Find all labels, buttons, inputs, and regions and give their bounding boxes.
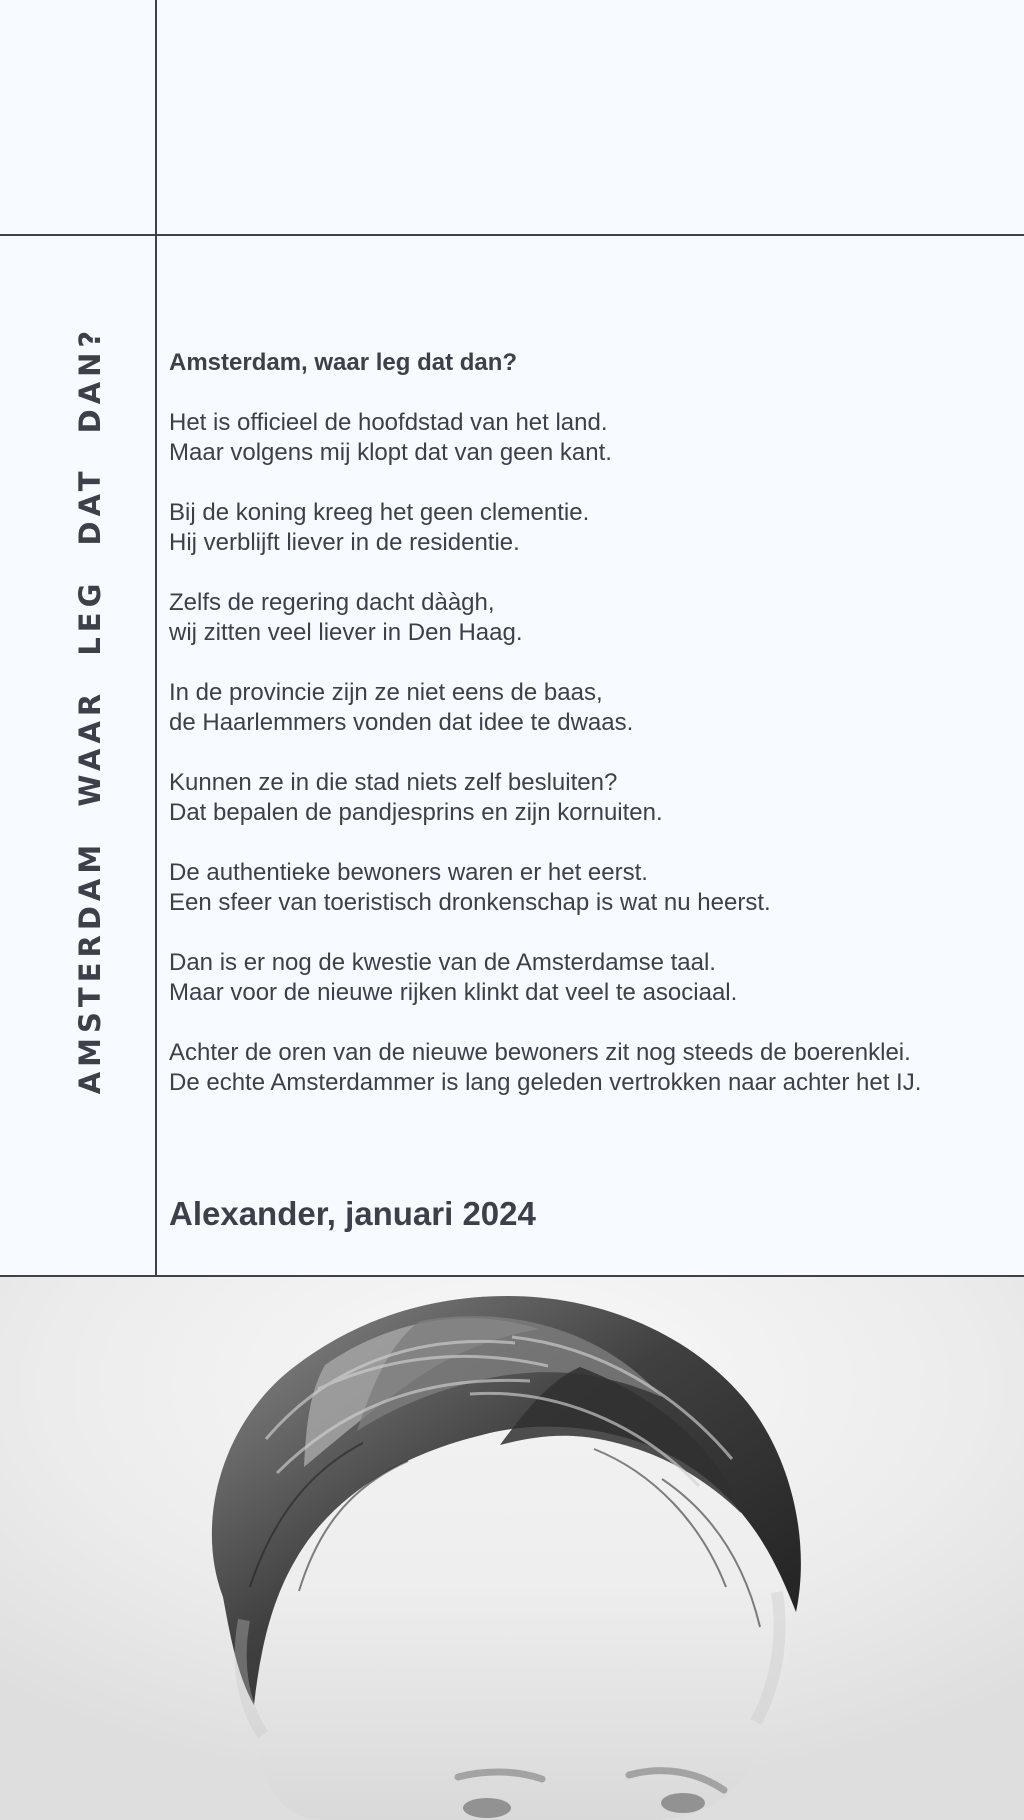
stanza [169,678,1004,738]
stanza [169,408,1004,468]
poem-line: wij zitten veel liever in Den Haag. [169,619,523,646]
poem-line: In de provincie zijn ze niet eens de baas, [169,679,603,706]
poem-line: Maar voor de nieuwe rijken klinkt dat veel te asociaal. [169,979,738,1006]
stanza [169,948,1004,1008]
stanza [169,1038,1004,1098]
poem-line: De echte Amsterdammer is lang geleden vertrokken naar achter het IJ. [169,1069,922,1096]
stanza [169,858,1004,918]
poem-line: Zelfs de regering dacht dààgh, [169,589,495,616]
poem-line: Kunnen ze in die stad niets zelf besluiten? [169,769,618,796]
main-column-divider [155,236,157,1277]
poem-line: Maar volgens mij klopt dat van geen kant. [169,439,612,466]
author-signature: Alexander, januari 2024 [169,1195,536,1232]
author-photo [0,1277,1024,1820]
poem-line: Achter de oren van de nieuwe bewoners zit nog steeds de boerenklei. [169,1039,911,1066]
poem-line: Dat bepalen de pandjesprins en zijn kornuiten. [169,799,663,826]
stanza [169,498,1004,558]
stanza [169,768,1004,828]
poem-line: Een sfeer van toeristisch dronkenschap is wat nu heerst. [169,889,771,916]
poem-title: Amsterdam, waar leg dat dan? [169,349,518,376]
poem-line: Het is officieel de hoofdstad van het land. [169,409,608,436]
author-photo-illustration [0,1277,1024,1820]
poem-line: De authentieke bewoners waren er het eerst. [169,859,648,886]
poem-line: Dan is er nog de kwestie van de Amsterdamse taal. [169,949,716,976]
top-column-divider [155,0,157,236]
poem-line: Hij verblijft liever in de residentie. [169,529,520,556]
poem-line: de Haarlemmers vonden dat idee te dwaas. [169,709,634,736]
vertical-side-title: AMSTERDAM WAAR LEG DAT DAN? [73,325,107,1095]
poem-text [169,348,1004,1128]
top-empty-panel [0,0,1024,236]
poem-line: Bij de koning kreeg het geen clementie. [169,499,590,526]
stanza [169,588,1004,648]
